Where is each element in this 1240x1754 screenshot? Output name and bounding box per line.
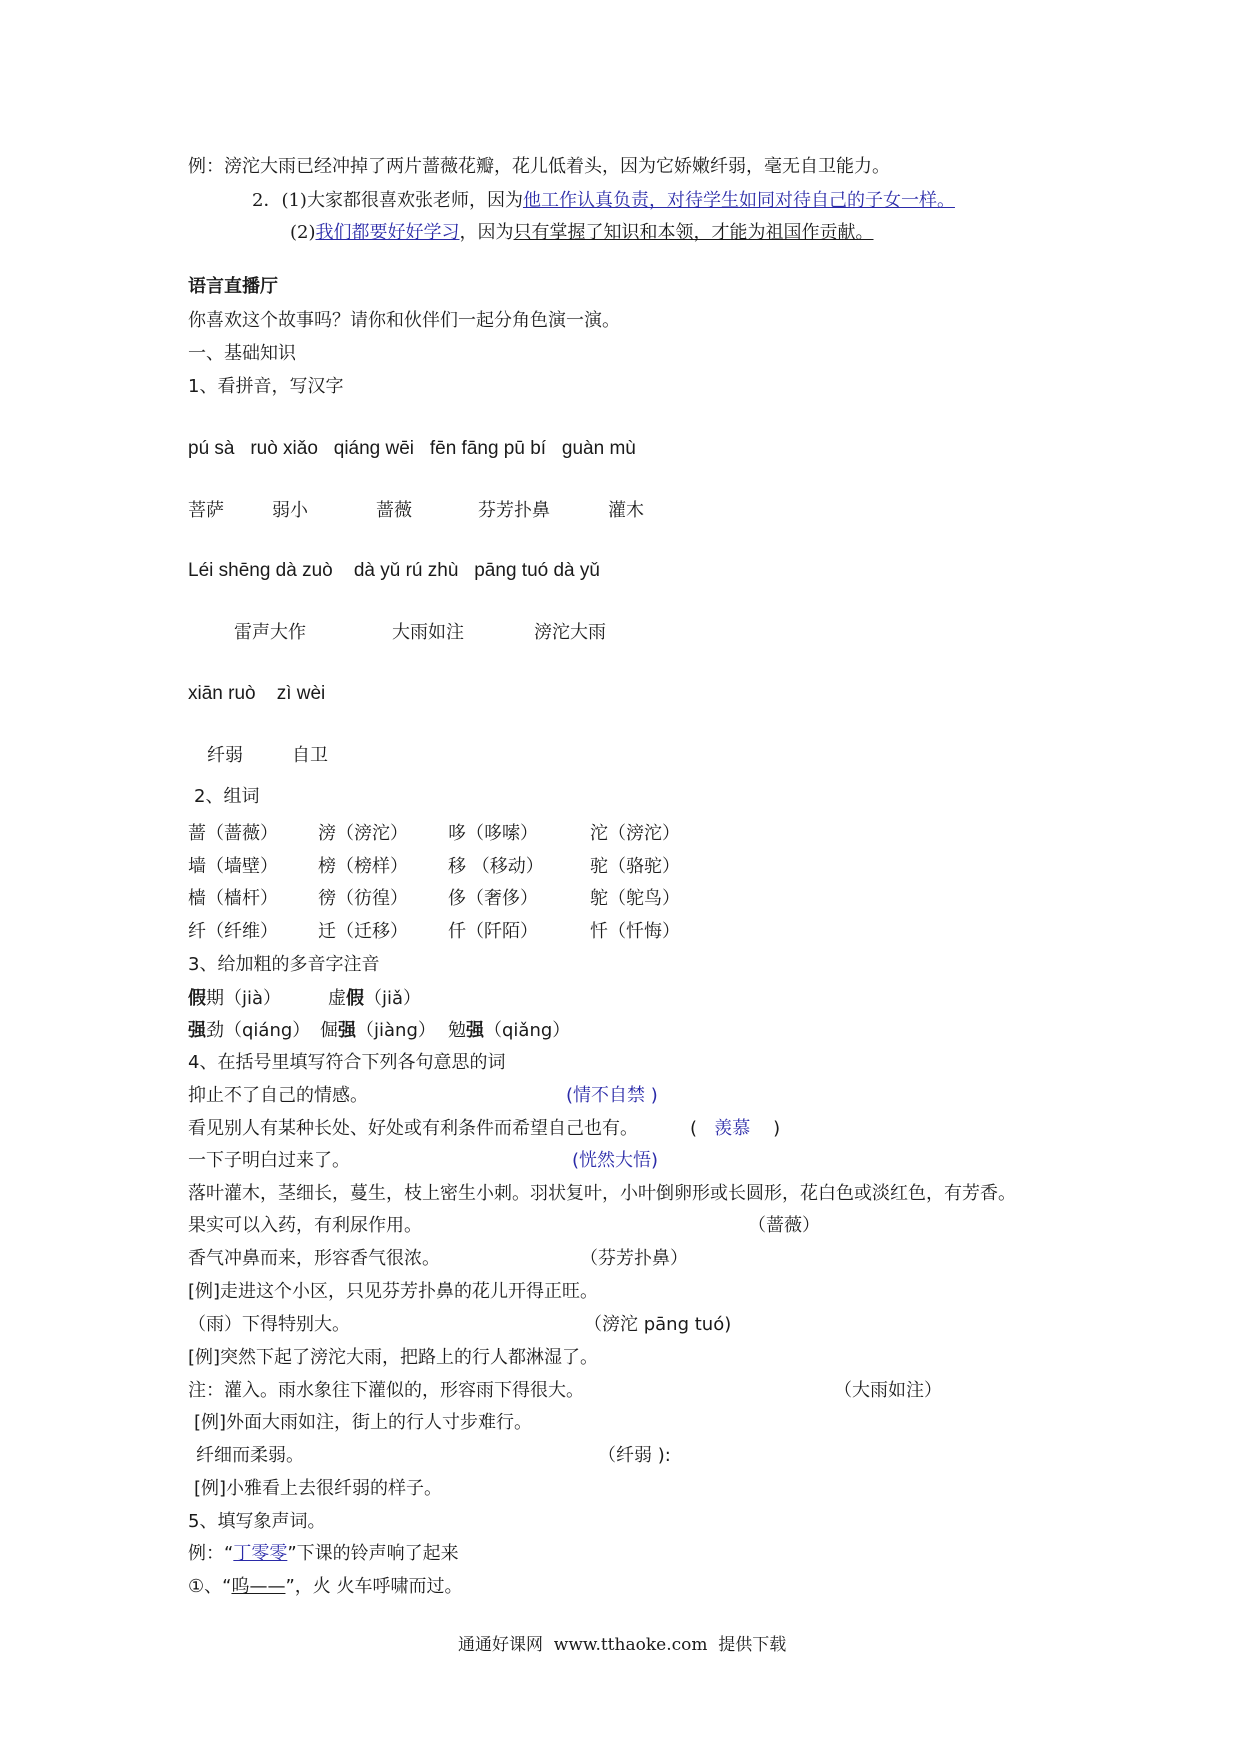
answer-2-1-prefix: 2．(1)大家都很喜欢张老师，因为 [252, 190, 523, 211]
polyphone-pre: 虚 [328, 988, 346, 1009]
word-r1-c4: 沱（滂沱） [590, 823, 680, 844]
word-r4-c2: 迁（迁移） [318, 921, 408, 942]
word-r3-c3: 侈（奢侈） [448, 888, 538, 909]
answer-2-1-fill: 他工作认真负责，对待学生如同对待自己的子女一样。 [522, 190, 955, 211]
q4-answer-8: （滂沱 pāng tuó) [584, 1314, 732, 1335]
polyphone-bold: 假 [188, 988, 206, 1009]
word-r3-c1: 樯（樯杆） [188, 888, 278, 909]
word-r2-c3: 移 （移动） [448, 856, 544, 877]
hanzi-2-1: 雷声大作 [234, 622, 306, 643]
hanzi-1-5: 灌木 [608, 500, 644, 521]
q4-line-13: [例]小雅看上去很纤弱的样子。 [194, 1478, 443, 1499]
polyphone-qiang-1 [188, 1020, 310, 1042]
q4-line-5: 果实可以入药，有利尿作用。 [188, 1215, 422, 1236]
q4-answer-3: (恍然大悟) [572, 1150, 659, 1171]
polyphone-qiang-3 [448, 1020, 570, 1042]
hanzi-2-3: 滂沱大雨 [534, 622, 606, 643]
word-r4-c1: 纤（纤维） [188, 921, 278, 942]
polyphone-pre: 勉 [448, 1020, 466, 1041]
q4-line-2: 看见别人有某种长处、好处或有利条件而希望自己也有。 [188, 1118, 638, 1139]
answer-text: 羡慕 [714, 1118, 751, 1139]
part-heading: 一、基础知识 [188, 343, 296, 364]
question-5-title: 5、填写象声词。 [188, 1511, 326, 1532]
word-r3-c2: 徬（彷徨） [318, 888, 408, 909]
polyphone-bold: 强 [188, 1020, 206, 1041]
question-3-title: 3、给加粗的多音字注音 [188, 954, 380, 975]
q4-answer-2 [690, 1118, 780, 1140]
section-intro: 你喜欢这个故事吗？请你和伙伴们一起分角色演一演。 [188, 310, 620, 331]
paren-close: ) [773, 1118, 781, 1139]
question-1-title: 1、看拼音，写汉字 [188, 376, 344, 397]
q4-line-4: 落叶灌木，茎细长，蔓生，枝上密生小刺。羽状复叶，小叶倒卵形或长圆形，花白色或淡红色，有芳香。 [188, 1183, 1016, 1204]
word-r2-c2: 榜（榜样） [318, 856, 408, 877]
answer-2-2-mid: ，因为 [459, 222, 514, 243]
hanzi-3-1: 纤弱 [207, 745, 243, 766]
hanzi-2-2: 大雨如注 [392, 622, 464, 643]
polyphone-qiang-2 [320, 1020, 436, 1042]
q4-line-3: 一下子明白过来了。 [188, 1150, 350, 1171]
item-rest: ”，火 火车呼啸而过。 [285, 1576, 463, 1597]
answer-2-2-fill-b: 只有掌握了知识和本领，才能为祖国作贡献。 [513, 222, 874, 243]
hanzi-1-1: 菩萨 [188, 500, 224, 521]
polyphone-bold: 强 [338, 1020, 356, 1041]
word-r2-c4: 驼（骆驼） [590, 856, 680, 877]
word-r4-c3: 仟（阡陌） [448, 921, 538, 942]
question-4-title: 4、在括号里填写符合下列各句意思的词 [188, 1052, 506, 1073]
word-r2-c1: 墙（墙壁） [188, 856, 278, 877]
word-r4-c4: 忏（忏悔） [590, 921, 680, 942]
polyphone-rest: （jiǎ） [364, 988, 422, 1009]
word-r1-c3: 哆（哆嗦） [448, 823, 538, 844]
q4-line-10: 注：灌入。雨水象往下灌似的，形容雨下得很大。 [188, 1380, 584, 1401]
word-r3-c4: 鸵（鸵鸟） [590, 888, 680, 909]
polyphone-jia-1 [188, 988, 281, 1010]
polyphone-rest: （jiàng） [356, 1020, 436, 1041]
example-rest: ”下课的铃声响了起来 [287, 1543, 459, 1564]
q4-line-9: [例]突然下起了滂沱大雨，把路上的行人都淋湿了。 [188, 1347, 599, 1368]
paren-open: ( [690, 1118, 698, 1139]
q5-example [188, 1543, 459, 1565]
pinyin-row-1: pú sà ruò xiǎo qiáng wēi fēn fāng pū bí guàn mù [188, 438, 636, 459]
polyphone-rest: 期（jià） [206, 988, 282, 1009]
section-title: 语言直播厅 [188, 276, 278, 297]
hanzi-1-2: 弱小 [272, 500, 308, 521]
hanzi-1-3: 蔷薇 [376, 500, 412, 521]
q4-line-6: 香气冲鼻而来，形容香气很浓。 [188, 1248, 440, 1269]
answer-2-2 [290, 222, 874, 244]
pinyin-row-3: xiān ruò zì wèi [188, 683, 326, 704]
pinyin-row-2: Léi shēng dà zuò dà yǔ rú zhù pāng tuó dà yǔ [188, 560, 600, 581]
q4-answer-10: （大雨如注） [834, 1380, 942, 1401]
polyphone-jia-2 [328, 988, 421, 1010]
q4-answer-5: （蔷薇） [748, 1215, 820, 1236]
quote-open: 例：“ [188, 1543, 234, 1564]
polyphone-bold: 强 [466, 1020, 484, 1041]
q4-line-1: 抑止不了自己的情感。 [188, 1085, 368, 1106]
hanzi-1-4: 芬芳扑鼻 [478, 500, 550, 521]
q4-answer-12: （纤弱 ): [598, 1445, 671, 1466]
question-2-title: 2、组词 [194, 786, 260, 807]
q4-answer-6: （芬芳扑鼻） [580, 1248, 688, 1269]
polyphone-pre: 倔 [320, 1020, 338, 1041]
page-footer: 通通好课网 www.tthaoke.com 提供下载 [458, 1635, 787, 1655]
word-r1-c2: 滂（滂沱） [318, 823, 408, 844]
q4-line-8: （雨）下得特别大。 [188, 1314, 350, 1335]
hanzi-3-2: 自卫 [292, 745, 328, 766]
q4-line-12: 纤细而柔弱。 [196, 1445, 304, 1466]
answer-2-2-prefix: (2) [290, 222, 316, 243]
word-r1-c1: 蔷（蔷薇） [188, 823, 278, 844]
item-number: ①、“ [188, 1576, 232, 1597]
answer-2-2-fill-a: 我们都要好好学习 [315, 222, 460, 243]
q5-item-1 [188, 1576, 463, 1598]
onomatopoeia-word: 丁零零 [233, 1543, 288, 1564]
q4-line-11: [例]外面大雨如注，街上的行人寸步难行。 [194, 1412, 533, 1433]
q4-answer-1: (情不自禁 ) [566, 1085, 658, 1106]
q4-line-7: [例]走进这个小区，只见芬芳扑鼻的花儿开得正旺。 [188, 1281, 599, 1302]
onomatopoeia-fill: 呜—— [231, 1576, 286, 1597]
polyphone-bold: 假 [346, 988, 364, 1009]
example-sentence: 例：滂沱大雨已经冲掉了两片蔷薇花瓣，花儿低着头，因为它娇嫩纤弱，毫无自卫能力。 [188, 156, 890, 177]
polyphone-rest: （qiǎng） [484, 1020, 571, 1041]
polyphone-rest: 劲（qiáng） [206, 1020, 311, 1041]
answer-2-1 [252, 190, 955, 212]
